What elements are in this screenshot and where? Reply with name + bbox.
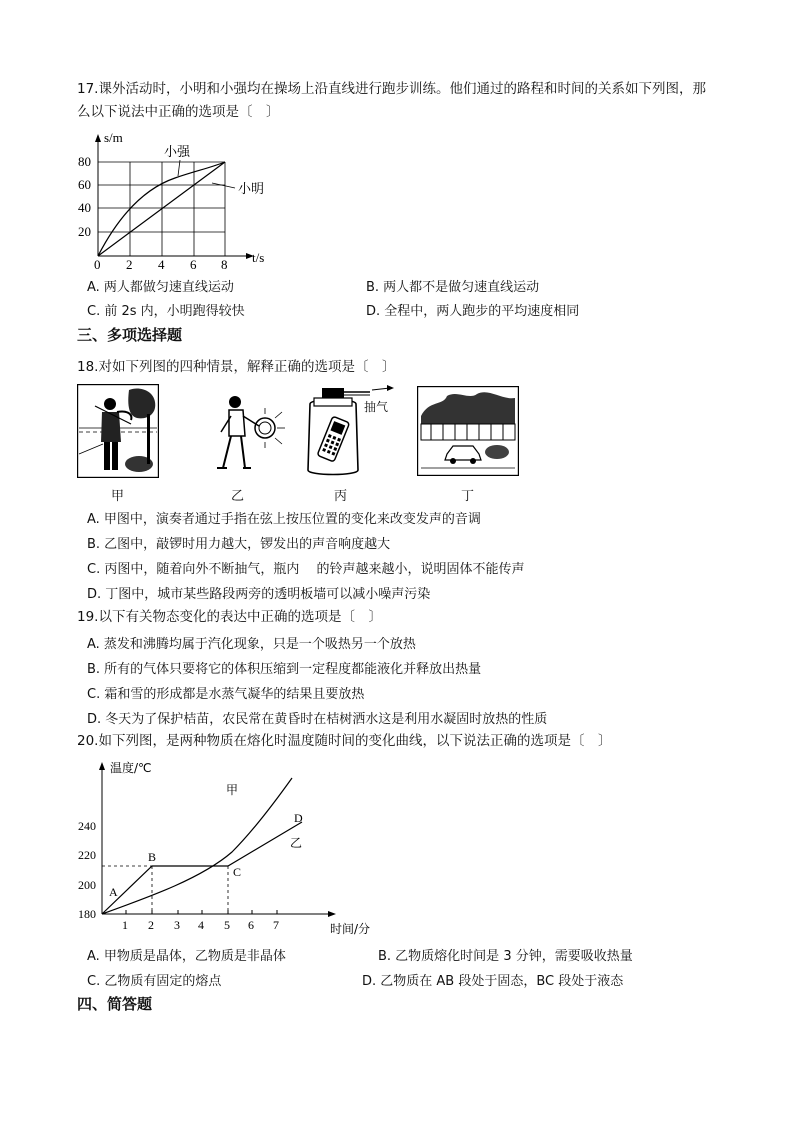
q20-point-d: D bbox=[294, 811, 303, 825]
q17-xtick-6: 6 bbox=[190, 257, 197, 270]
q20-xtick-6: 6 bbox=[248, 918, 254, 932]
q17-x-axis-label: t/s bbox=[252, 250, 265, 265]
q20-option-c: C. 乙物质有固定的熔点 bbox=[87, 974, 222, 989]
q18-option-a: A. 甲图中，演奏者通过手指在弦上按压位置的变化来改变发声的音调 bbox=[87, 512, 481, 527]
q20-option-d: D. 乙物质在 AB 段处于固态，BC 段处于液态 bbox=[362, 974, 624, 989]
q17-option-c: C. 前 2s 内，小明跑得较快 bbox=[87, 304, 245, 319]
q18-option-d: D. 丁图中，城市某些路段两旁的透明板墙可以减小噪声污染 bbox=[87, 587, 431, 602]
q18-option-b: B. 乙图中，敲锣时用力越大，锣发出的声音响度越大 bbox=[87, 537, 391, 552]
q20-ytick-220: 220 bbox=[78, 848, 96, 862]
q17-label-leader-ming bbox=[212, 183, 235, 188]
q17-option-a: A. 两人都做匀速直线运动 bbox=[87, 280, 234, 295]
q17-stem-line1: 17.课外活动时，小明和小强均在操场上沿直线进行跑步训练。他们通过的路程和时间的关系如下列图，那 bbox=[77, 81, 706, 97]
q19-option-d: D. 冬天为了保护桔苗，农民常在黄昏时在桔树洒水这是利用水凝固时放热的性质 bbox=[87, 712, 548, 727]
q18-picture-jia-violinist bbox=[77, 384, 159, 478]
q20-stem: 20.如下列图，是两种物质在熔化时温度随时间的变化曲线，以下说法正确的选项是〔 〕 bbox=[77, 733, 612, 749]
q18-caption-yi: 乙 bbox=[231, 489, 245, 504]
q17-label-xiaoming: 小明 bbox=[238, 182, 265, 197]
q19-option-c: C. 霜和雪的形成都是水蒸气凝华的结果且要放热 bbox=[87, 687, 365, 702]
q18-pump-label: 抽气 bbox=[364, 400, 389, 414]
q18-stem: 18.对如下列图的四种情景，解释正确的选项是〔 〕 bbox=[77, 359, 396, 375]
q20-curve-jia bbox=[102, 778, 292, 914]
section-heading-multiple-choice: 三、多项选择题 bbox=[77, 326, 183, 344]
q17-ytick-60: 60 bbox=[78, 177, 91, 192]
q17-xtick-2: 2 bbox=[126, 257, 133, 270]
q17-xtick-0: 0 bbox=[94, 257, 101, 270]
q17-xtick-4: 4 bbox=[158, 257, 165, 270]
q18-option-c: C. 丙图中，随着向外不断抽气，瓶内 的铃声越来越小，说明固体不能传声 bbox=[87, 562, 525, 577]
q20-xtick-2: 2 bbox=[148, 918, 154, 932]
q20-y-axis-label: 温度/℃ bbox=[110, 761, 152, 775]
q20-point-b: B bbox=[148, 850, 157, 864]
q20-option-b: B. 乙物质熔化时间是 3 分钟，需要吸收热量 bbox=[378, 949, 633, 964]
q18-caption-ding: 丁 bbox=[461, 489, 475, 504]
q20-ytick-200: 200 bbox=[78, 878, 96, 892]
q19-option-a: A. 蒸发和沸腾均属于汽化现象，只是一个吸热另一个放热 bbox=[87, 637, 416, 652]
q20-x-axis-arrow bbox=[328, 911, 336, 917]
section-heading-short-answer: 四、简答题 bbox=[77, 995, 153, 1013]
q20-xtick-3: 3 bbox=[174, 918, 180, 932]
q20-xtick-5: 5 bbox=[224, 918, 230, 932]
q20-ytick-180: 180 bbox=[78, 907, 96, 921]
q20-temperature-time-graph bbox=[72, 756, 384, 938]
q17-ytick-80: 80 bbox=[78, 154, 91, 169]
q17-ytick-40: 40 bbox=[78, 200, 91, 215]
q20-label-jia: 甲 bbox=[226, 783, 239, 797]
q17-label-xiaoqiang: 小强 bbox=[164, 145, 191, 160]
q17-option-d: D. 全程中，两人跑步的平均速度相同 bbox=[366, 304, 580, 319]
q17-distance-time-graph bbox=[70, 128, 280, 270]
q20-option-a: A. 甲物质是晶体，乙物质是非晶体 bbox=[87, 949, 286, 964]
q18-caption-jia: 甲 bbox=[111, 489, 125, 504]
q19-stem: 19.以下有关物态变化的表达中正确的选项是〔 〕 bbox=[77, 609, 382, 625]
q17-y-axis-label: s/m bbox=[104, 130, 123, 145]
q17-ytick-20: 20 bbox=[78, 224, 91, 239]
q20-x-axis-label: 时间/分 bbox=[330, 922, 371, 936]
q20-curve-yi bbox=[102, 822, 302, 914]
q17-xtick-8: 8 bbox=[221, 257, 228, 270]
q20-y-axis-arrow bbox=[99, 762, 105, 770]
q17-y-axis-arrow bbox=[95, 134, 101, 142]
q20-xtick-7: 7 bbox=[273, 918, 279, 932]
q18-caption-bing: 丙 bbox=[334, 489, 348, 504]
q20-point-c: C bbox=[233, 865, 242, 879]
q17-stem-line2: 么以下说法中正确的选项是〔 〕 bbox=[77, 104, 280, 120]
q19-option-b: B. 所有的气体只要将它的体积压缩到一定程度都能液化并释放出热量 bbox=[87, 662, 482, 677]
q18-picture-ding-sound-barrier bbox=[417, 386, 519, 476]
q17-option-b: B. 两人都不是做匀速直线运动 bbox=[366, 280, 540, 295]
q18-picture-yi-gong bbox=[205, 392, 287, 474]
q20-xtick-4: 4 bbox=[198, 918, 204, 932]
q20-point-a: A bbox=[109, 885, 118, 899]
q20-ytick-240: 240 bbox=[78, 819, 96, 833]
q17-xiaoming-line bbox=[98, 162, 225, 256]
q20-label-yi: 乙 bbox=[290, 836, 303, 850]
q20-xtick-1: 1 bbox=[122, 918, 128, 932]
